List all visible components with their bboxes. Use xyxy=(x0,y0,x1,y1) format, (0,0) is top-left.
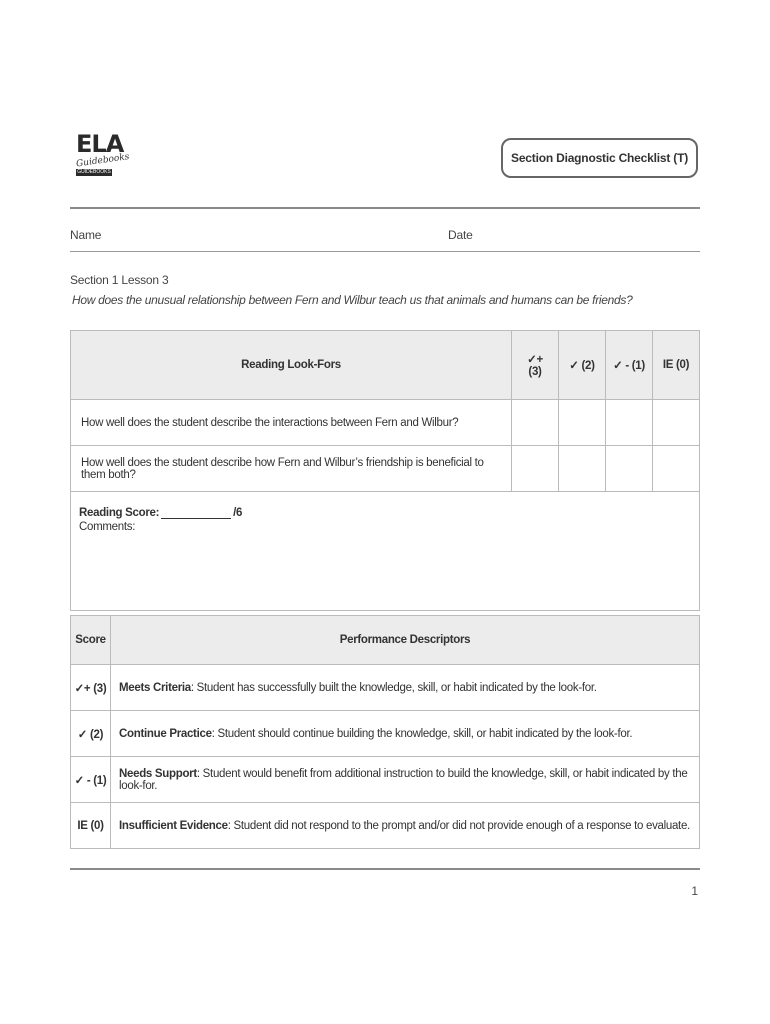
score-value: ✓ (2) xyxy=(71,711,111,757)
descriptor-text: : Student would benefit from additional instruction to build the knowledge, skill, or habit indicated by the look-for. xyxy=(119,767,688,792)
descriptor-term: Meets Criteria xyxy=(119,681,191,694)
look-for-1: How well does the student describe the interactions between Fern and Wilbur? xyxy=(71,400,512,446)
col-performance-descriptors: Performance Descriptors xyxy=(111,616,700,665)
descriptors-header-row xyxy=(71,616,700,665)
score-suffix: /6 xyxy=(233,507,243,519)
col-check: ✓ (2) xyxy=(559,331,606,400)
section-lesson: Section 1 Lesson 3 xyxy=(70,273,169,287)
col-ie: IE (0) xyxy=(653,331,700,400)
table-row xyxy=(71,757,700,803)
col-score: Score xyxy=(71,616,111,665)
rating-cell[interactable] xyxy=(606,446,653,492)
logo-subtitle: Guidebooks xyxy=(75,152,131,170)
rating-cell[interactable] xyxy=(559,446,606,492)
descriptor-cell xyxy=(111,711,700,757)
ela-guidebooks-logo xyxy=(75,130,131,190)
look-for-2: How well does the student describe how Fern and Wilbur’s friendship is beneficial to them both? xyxy=(71,446,512,492)
reading-checklist-table xyxy=(70,330,700,611)
table-row xyxy=(71,803,700,849)
score-blank[interactable] xyxy=(161,506,231,519)
page-number: 1 xyxy=(691,884,698,898)
score-value: ✓ - (1) xyxy=(71,757,111,803)
descriptor-text: : Student has successfully built the knowledge, skill, or habit indicated by the look-for. xyxy=(190,681,597,694)
col-check-minus: ✓ - (1) xyxy=(606,331,653,400)
col-reading-look-fors: Reading Look-Fors xyxy=(71,331,512,400)
focus-question: How does the unusual relationship between Fern and Wilbur teach us that animals and humans can be friends? xyxy=(72,293,633,307)
rating-cell[interactable] xyxy=(512,446,559,492)
logo-title: ELA xyxy=(76,130,124,158)
logo-banner: GUIDEBOOKS xyxy=(77,169,111,175)
descriptor-term: Insufficient Evidence xyxy=(119,819,228,832)
table-row xyxy=(71,711,700,757)
rating-cell[interactable] xyxy=(653,400,700,446)
descriptor-term: Continue Practice xyxy=(119,727,212,740)
descriptor-text: : Student should continue building the knowledge, skill, or habit indicated by the look-for. xyxy=(211,727,633,740)
table-row xyxy=(71,665,700,711)
descriptor-cell xyxy=(111,803,700,849)
document-type-badge: Section Diagnostic Checklist (T) xyxy=(501,138,698,178)
comments-label: Comments: xyxy=(79,521,136,533)
score-value: IE (0) xyxy=(71,803,111,849)
checklist-header-row xyxy=(71,331,700,400)
score-row xyxy=(71,492,700,611)
rating-cell[interactable] xyxy=(606,400,653,446)
header-rule xyxy=(70,207,700,209)
reading-score-label: Reading Score: xyxy=(79,507,160,519)
name-date-rule xyxy=(70,251,700,252)
rating-cell[interactable] xyxy=(559,400,606,446)
performance-descriptors-table xyxy=(70,615,700,849)
score-value: ✓+ (3) xyxy=(71,665,111,711)
descriptor-text: : Student did not respond to the prompt and/or did not provide enough of a response to evaluate. xyxy=(227,819,690,832)
descriptor-term: Needs Support xyxy=(119,767,197,780)
rating-cell[interactable] xyxy=(512,400,559,446)
descriptor-cell xyxy=(111,665,700,711)
rating-cell[interactable] xyxy=(653,446,700,492)
footer-rule xyxy=(70,868,700,870)
descriptor-cell xyxy=(111,757,700,803)
table-row xyxy=(71,400,700,446)
name-label: Name xyxy=(70,228,102,242)
col-check-plus: ✓+ (3) xyxy=(512,331,559,400)
score-cell[interactable] xyxy=(71,492,700,611)
date-label: Date xyxy=(448,228,473,242)
table-row xyxy=(71,446,700,492)
